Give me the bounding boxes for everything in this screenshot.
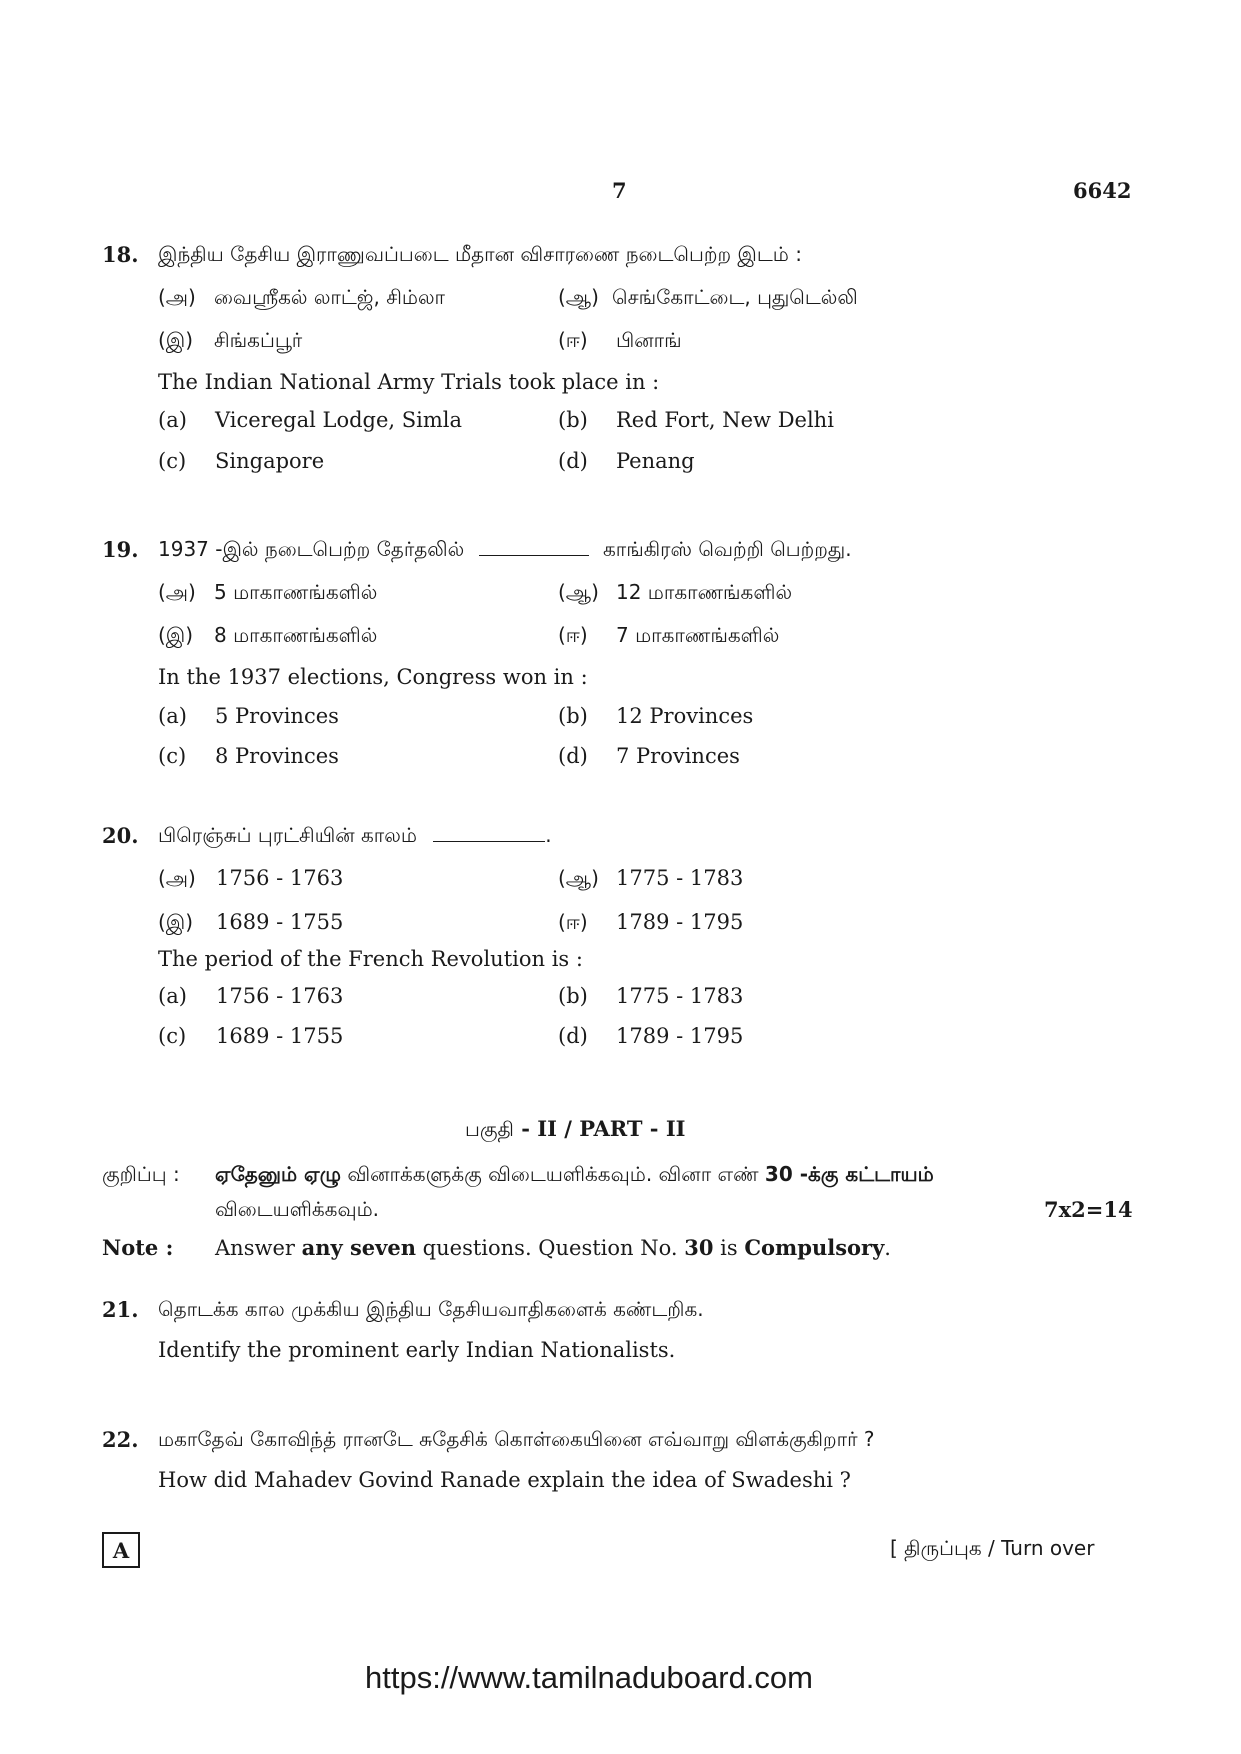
question-text: 1937 -இல் நடைபெற்ற தேர்தலில் [158,537,465,561]
option-text: 1689 - 1755 [216,910,344,934]
question-text: காங்கிரஸ் வெற்றி பெற்றது. [603,537,852,561]
option-label: (ஆ) [558,285,599,309]
note-text-tamil-line2: விடையளிக்கவும். [215,1197,380,1221]
option-text: 8 மாகாணங்களில் [214,623,378,647]
option-text: 1775 - 1783 [616,984,744,1008]
note-emphasis: 30 -க்கு கட்டாயம் [764,1162,934,1186]
turn-over-note: [ திருப்புக / Turn over [890,1536,1095,1560]
paper-code: 6642 [1073,178,1132,203]
option-text: வைஸ்ரீகல் லாட்ஜ், சிம்லா [214,285,446,309]
option-text: பினாங் [616,328,682,352]
option-label: (d) [558,744,588,768]
note-text-tamil [215,1162,934,1189]
option-text: 1756 - 1763 [216,984,344,1008]
note-text: Answer [215,1236,302,1260]
note-emphasis: any seven [301,1235,416,1260]
option-label: (c) [158,744,187,768]
option-label: (b) [558,704,588,728]
paper-set-box: A [102,1532,140,1568]
option-text: 1689 - 1755 [216,1024,344,1048]
tamil-question [158,823,552,850]
option-label: (இ) [158,328,194,352]
option-label: (இ) [158,623,194,647]
option-label: (ஆ) [558,580,599,604]
option-label: (c) [158,449,187,473]
option-label: (c) [158,1024,187,1048]
option-label: (ஈ) [558,623,588,647]
option-text: 7 Provinces [616,744,740,768]
question-number: 18. [102,242,139,267]
question-number: 20. [102,823,139,848]
option-label: (அ) [158,580,196,604]
option-text: 5 மாகாணங்களில் [214,580,378,604]
note-text: . [884,1236,891,1260]
question-number: 22. [102,1427,139,1452]
option-text: 12 மாகாணங்களில் [616,580,793,604]
option-text: சிங்கப்பூர் [214,328,303,352]
option-text: Red Fort, New Delhi [616,408,834,432]
page-number: 7 [612,178,627,203]
english-question: How did Mahadev Govind Ranade explain the idea of Swadeshi ? [158,1468,851,1492]
answer-blank [479,553,589,556]
option-text: 7 மாகாணங்களில் [616,623,780,647]
option-label: (b) [558,984,588,1008]
option-text: Penang [616,449,695,473]
option-label: (அ) [158,285,196,309]
option-text: Viceregal Lodge, Simla [215,408,463,432]
english-question: The period of the French Revolution is : [158,947,583,971]
question-number: 19. [102,537,139,562]
option-text: செங்கோட்டை, புதுடெல்லி [612,285,858,309]
option-label: (அ) [158,866,196,890]
option-text: 1789 - 1795 [616,910,744,934]
option-label: (இ) [158,910,194,934]
part-heading [465,1116,685,1144]
option-text: 1756 - 1763 [216,866,344,890]
option-text: 1775 - 1783 [616,866,744,890]
option-label: (a) [158,704,187,728]
english-question: Identify the prominent early Indian Nationalists. [158,1338,676,1362]
option-label: (a) [158,984,187,1008]
option-text: 8 Provinces [215,744,339,768]
option-text: 5 Provinces [215,704,339,728]
note-text-english [215,1235,891,1260]
marks-scheme: 7x2=14 [1044,1197,1133,1222]
tamil-question: இந்திய தேசிய இராணுவப்படை மீதான விசாரணை நடைபெற்ற இடம் : [158,242,802,266]
question-text: . [545,823,552,847]
answer-blank [433,839,545,842]
option-label: (d) [558,1024,588,1048]
note-label-english: Note : [102,1235,174,1260]
tamil-question [158,537,852,564]
option-text: Singapore [215,449,325,473]
website-url: https://www.tamilnaduboard.com [365,1660,813,1695]
note-emphasis: Compulsory [744,1235,885,1260]
option-label: (b) [558,408,588,432]
note-emphasis: ஏதேனும் ஏழு [215,1162,341,1186]
note-label-tamil: குறிப்பு : [102,1162,180,1186]
note-emphasis: 30 [684,1235,714,1260]
tamil-question: மகாதேவ் கோவிந்த் ரானடே சுதேசிக் கொள்கையினை எவ்வாறு விளக்குகிறார் ? [158,1427,875,1451]
note-text: questions. Question No. [416,1236,685,1260]
option-label: (ஈ) [558,328,588,352]
option-label: (ஆ) [558,866,599,890]
note-text: is [713,1236,745,1260]
note-text: வினாக்களுக்கு விடையளிக்கவும். வினா எண் [341,1162,765,1186]
option-label: (ஈ) [558,910,588,934]
question-text: பிரெஞ்சுப் புரட்சியின் காலம் [158,823,417,847]
part-heading-english: - II / PART - II [513,1116,686,1141]
english-question: In the 1937 elections, Congress won in : [158,665,588,689]
option-text: 12 Provinces [616,704,754,728]
question-number: 21. [102,1297,139,1322]
option-text: 1789 - 1795 [616,1024,744,1048]
option-label: (d) [558,449,588,473]
part-heading-tamil: பகுதி [465,1117,514,1141]
option-label: (a) [158,408,187,432]
english-question: The Indian National Army Trials took place in : [158,370,660,394]
tamil-question: தொடக்க கால முக்கிய இந்திய தேசியவாதிகளைக் கண்டறிக. [158,1297,704,1321]
